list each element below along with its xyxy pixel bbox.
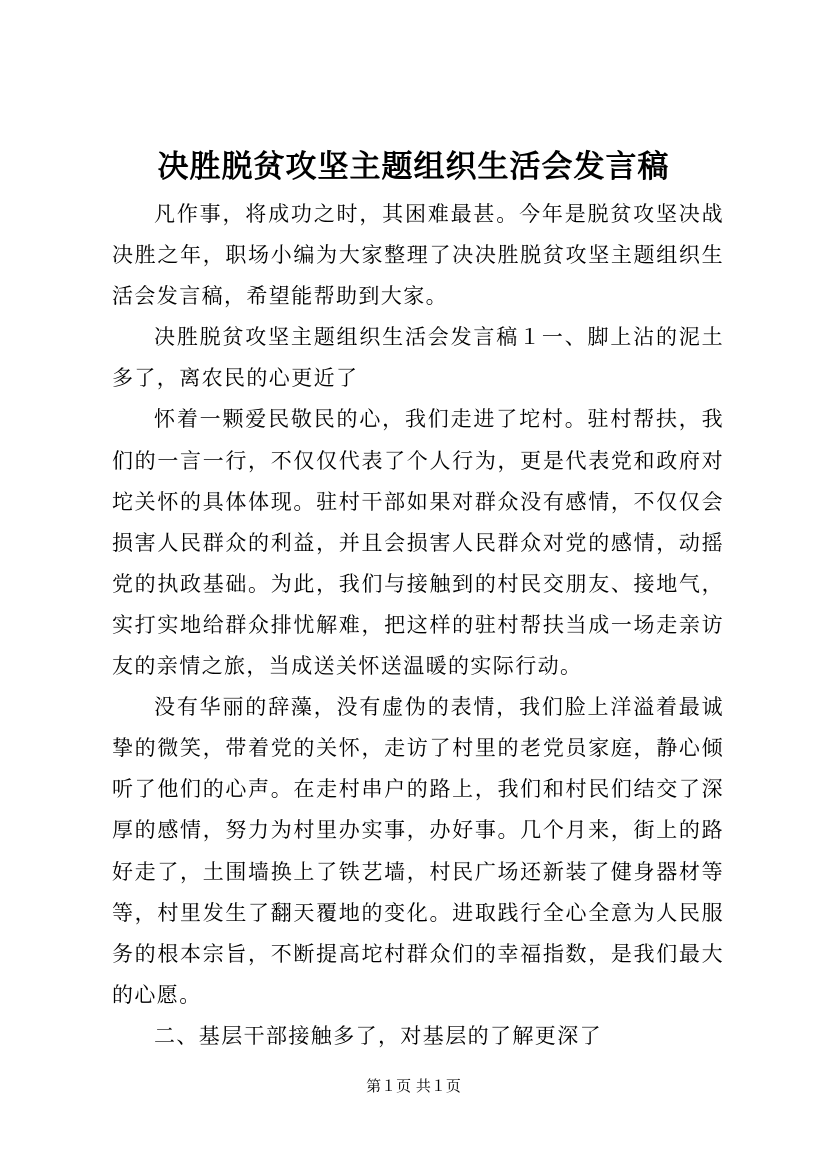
paragraph-body-1: 怀着一颗爱民敬民的心，我们走进了坨村。驻村帮扶，我们的一言一行，不仅仅代表了个人行为，更是代表党和政府对坨关怀的具体体现。驻村干部如果对群众没有感情，不仅仅会损害人民群众的利益，并且会损害人民群众对党的感情，动摇党的执政基础。为此，我们与接触到的村民交朋友、接地气，实打实地给群众排忧解难，把这样的驻村帮扶当成一场走亲访友的亲情之旅，当成送关怀送温暖的实际行动。 xyxy=(112,407,724,679)
page-footer: 第１页 共１页 xyxy=(366,1077,461,1095)
paragraph-intro: 凡作事，将成功之时，其困难最甚。今年是脱贫攻坚决战决胜之年，职场小编为大家整理了决决胜脱贫攻坚主题组织生活会发言稿，希望能帮助到大家。 xyxy=(112,202,724,309)
document-title: 决胜脱贫攻坚主题组织生活会发言稿 xyxy=(157,149,670,185)
paragraph-section-two-heading: 二、基层干部接触多了，对基层的了解更深了 xyxy=(154,1023,602,1048)
document-body xyxy=(112,194,724,1057)
paragraph-body-2: 没有华丽的辞藻，没有虚伪的表情，我们脸上洋溢着最诚挚的微笑，带着党的关怀，走访了村里的老党员家庭，静心倾听了他们的心声。在走村串户的路上，我们和村民们结交了深厚的感情，努力为村里办实事，办好事。几个月来，街上的路好走了，土围墙换上了铁艺墙，村民广场还新装了健身器材等等，村里发生了翻天覆地的变化。进取践行全心全意为人民服务的根本宗旨，不断提高坨村群众们的幸福指数，是我们最大的心愿。 xyxy=(112,695,724,1007)
paragraph-section-one-heading: 决胜脱贫攻坚主题组织生活会发言稿１一、脚上沾的泥土多了，离农民的心更近了 xyxy=(112,325,724,391)
